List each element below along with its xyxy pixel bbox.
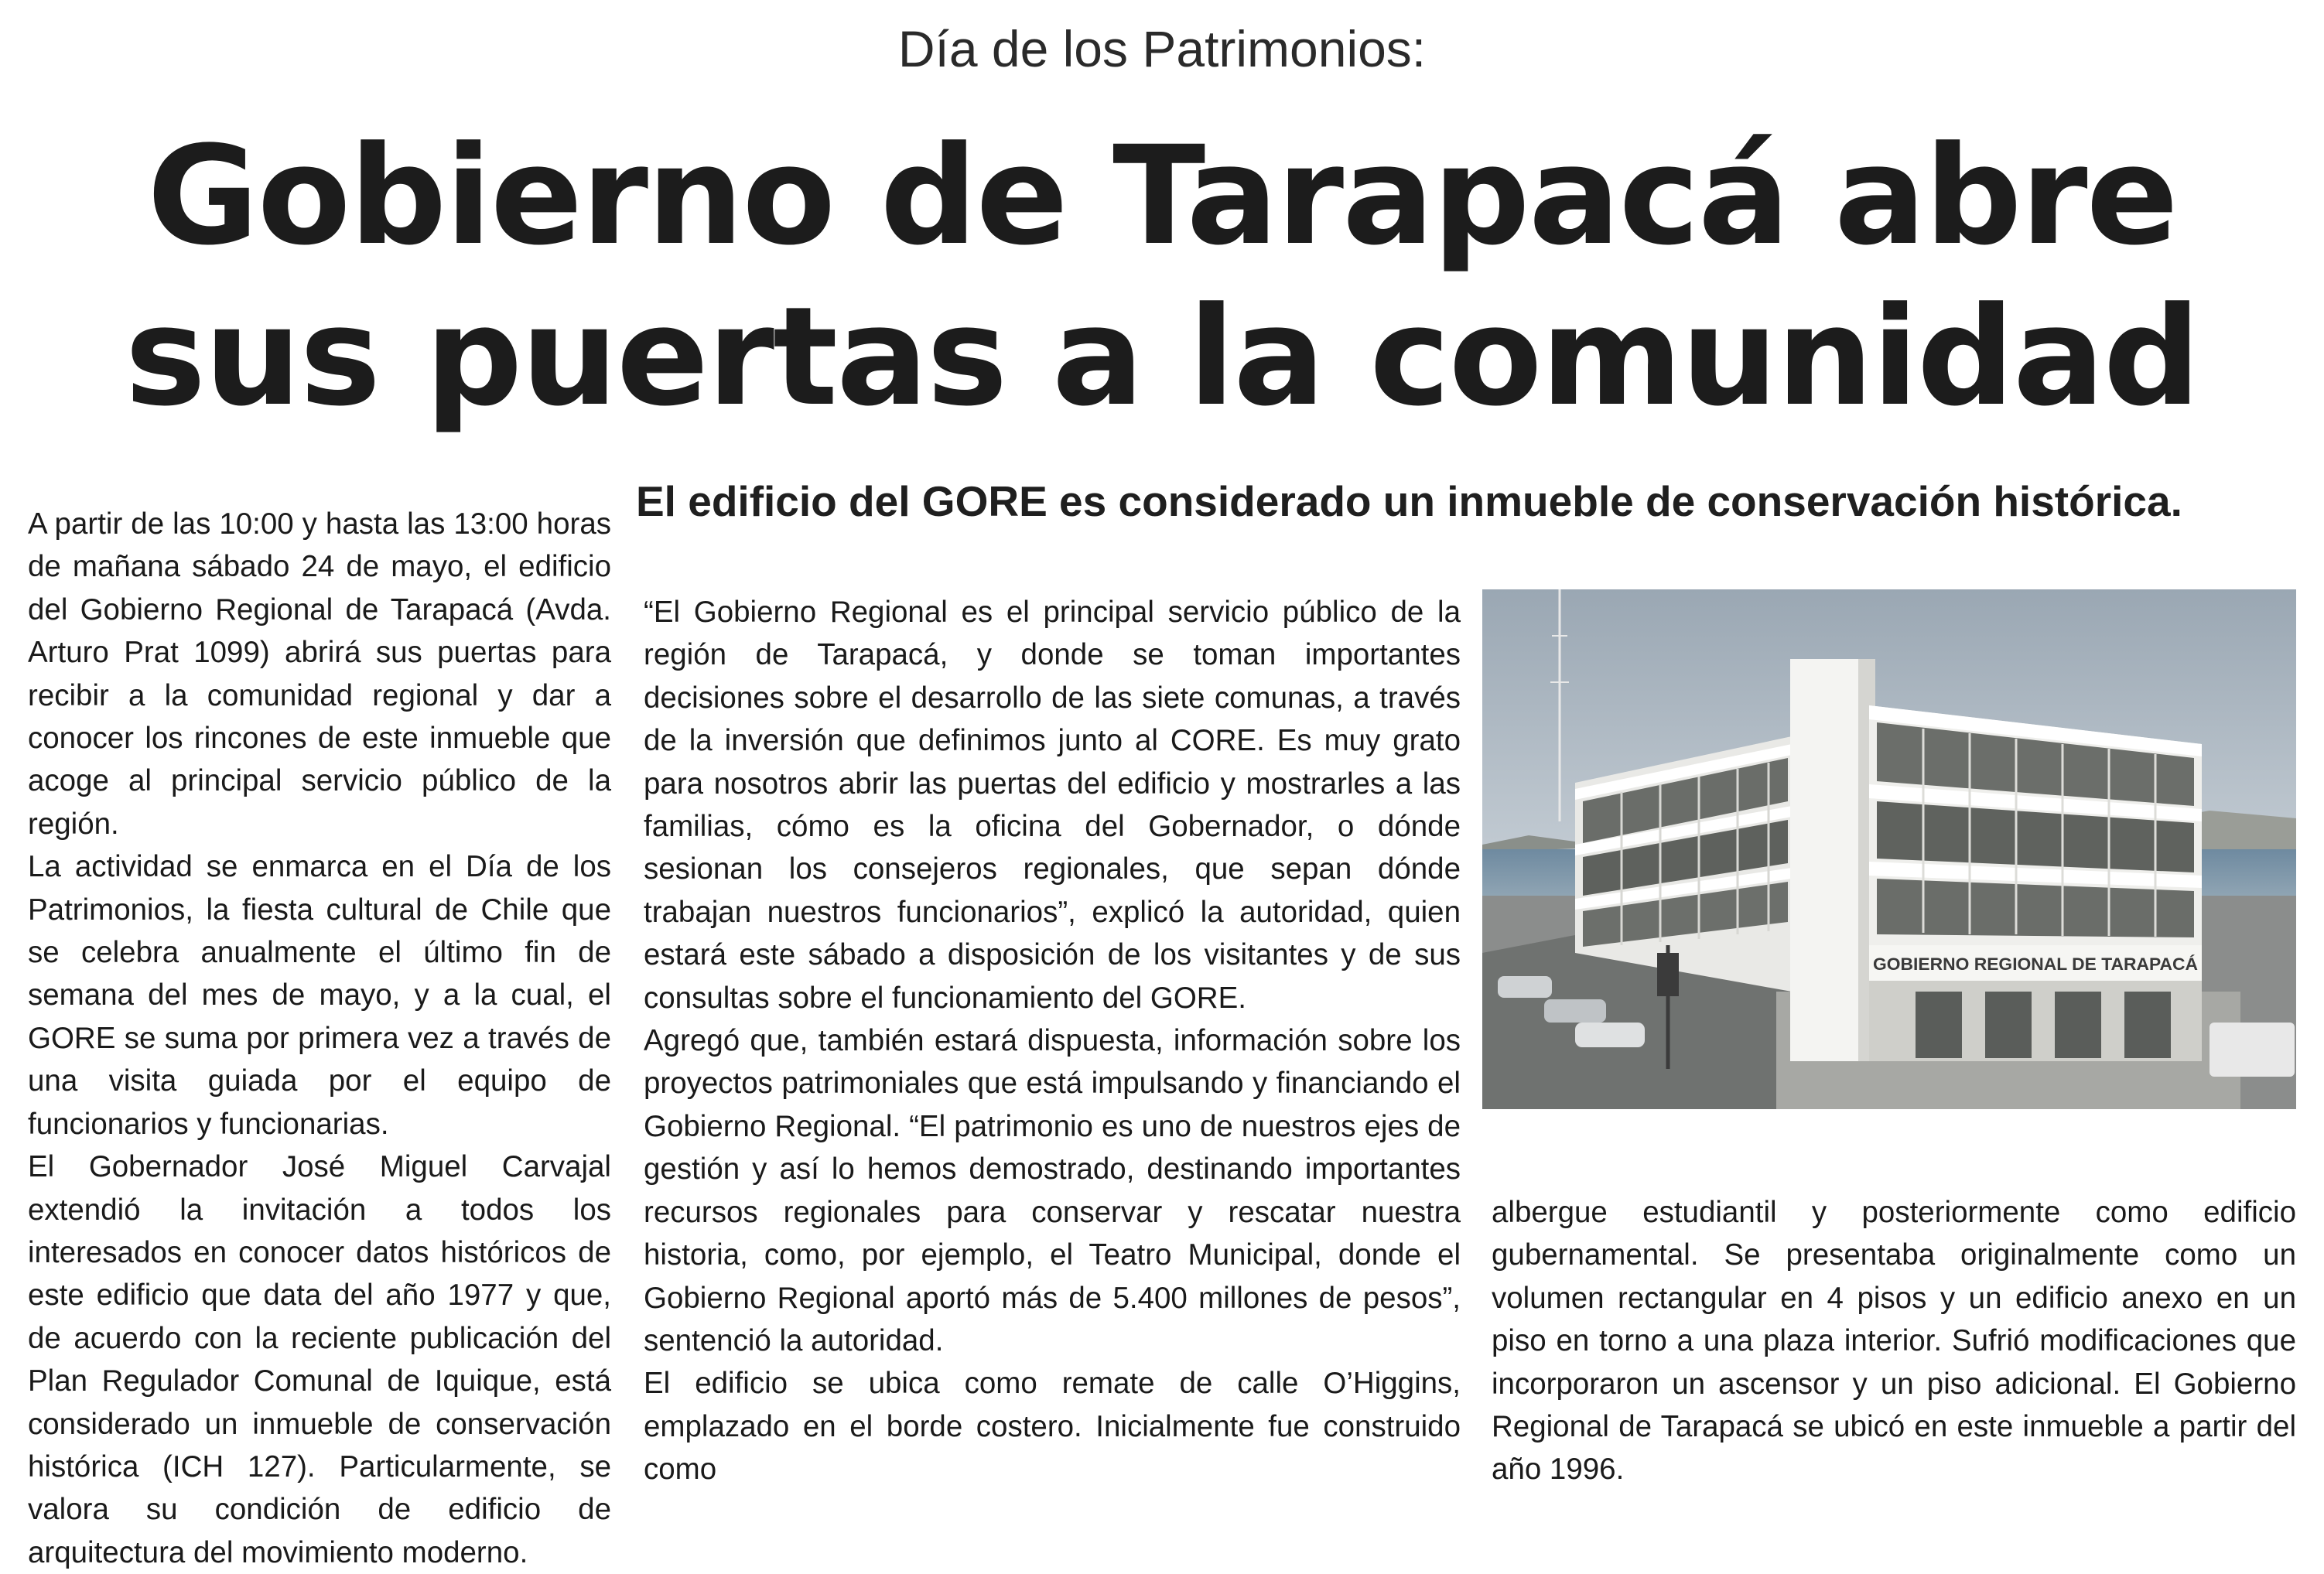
headline-line-2: sus puertas a la comunidad — [125, 278, 2199, 436]
building-right-wing — [1869, 705, 2202, 1061]
article-headline — [0, 116, 2324, 438]
article-column-3 — [1492, 1191, 2296, 1491]
article-kicker: Día de los Patrimonios: — [897, 20, 1427, 77]
article-column-2 — [644, 591, 1461, 1491]
paragraph: El Gobernador José Miguel Carvajal extendió la invitación a todos los interesados en conocer datos históricos de este edificio que data del año 1977 y que, de acuerdo con la reciente publicación del Plan Regulador Comunal de Iquique, está considerado un inmueble de conservación histórica (ICH 127). Particularmente, se valora su condición de edificio de arquitectura del movimiento moderno. — [28, 1150, 611, 1569]
paragraph: “El Gobierno Regional es el principal servicio público de la región de Tarapacá, y donde se toman importantes decisiones sobre el desarrollo de las siete comunas, a través de la inversión que definimos junto al CORE. Es muy grato para nosotros abrir las puertas del edificio y mostrarles a las familias, cómo es la oficina del Gobernador, o dónde sesionan los consejeros regionales, que sepan dónde trabajan nuestros funcionarios”, explicó la autoridad, quien estará este sábado a disposición de los visitantes y de sus consultas sobre el funcionamiento del GORE. — [644, 596, 1461, 1015]
article-column-1 — [28, 503, 611, 1574]
article-deck: El edificio del GORE es considerado un inmueble de conservación histórica. — [636, 477, 2182, 525]
paragraph: albergue estudiantil y posteriormente como edificio gubernamental. Se presentaba originalmente como un volumen rectangular en 4 pisos y un edificio anexo en un piso en torno a una plaza interior. Sufrió modificaciones que incorporaron un ascensor y un piso adicional. El Gobierno Regional de Tarapacá se ubicó en este inmueble a partir del año 1996. — [1492, 1196, 2296, 1487]
paragraph: El edificio se ubica como remate de calle O’Higgins, emplazado en el borde costero. Inicialmente fue construido como — [644, 1367, 1461, 1487]
paragraph: A partir de las 10:00 y hasta las 13:00 horas de mañana sábado 24 de mayo, el edificio del Gobierno Regional de Tarapacá (Avda. Arturo Prat 1099) abrirá sus puertas para recibir a la comunidad regional y dar a conocer los rincones de este inmueble que acoge al principal servicio público de la región. — [28, 507, 611, 841]
building-photo — [1482, 589, 2296, 1109]
paragraph: La actividad se enmarca en el Día de los Patrimonios, la fiesta cultural de Chile que se celebra anualmente el último fin de semana del mes de mayo, y a la cual, el GORE se suma por primera vez a través de una visita guiada por el equipo de funcionarios y funcionarias. — [28, 850, 611, 1141]
facade-sign: GOBIERNO REGIONAL DE TARAPACÁ — [1873, 954, 2199, 974]
headline-line-1: Gobierno de Tarapacá abre — [147, 117, 2177, 275]
paragraph: Agregó que, también estará dispuesta, información sobre los proyectos patrimoniales que está impulsando y financiando el Gobierno Regional. “El patrimonio es uno de nuestros ejes de gestión y así lo hemos demostrado, destinando importantes recursos regionales para conservar y rescatar nuestra historia, como, por ejemplo, el Teatro Municipal, donde el Gobierno Regional aportó más de 5.400 millones de pesos”, sentenció la autoridad. — [644, 1024, 1461, 1357]
